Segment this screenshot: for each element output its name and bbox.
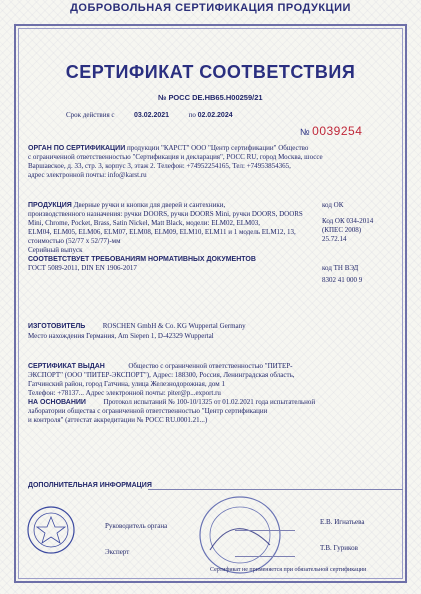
product-line: Серийный выпуск <box>28 246 83 254</box>
product-line: производственного назначения: ручки DOORS, ручки DOORS Mini, ручки DOORS, DOORS <box>28 210 303 218</box>
issued-line: Гатчинский район, город Гатчина, улица Железнодорожная, дом 1 <box>28 380 225 388</box>
basis-line: лаборатории общества с ограниченной ответственностью "Центр сертификации <box>28 407 268 415</box>
basis-line: Протокол испытаний № 100-10/1325 от 01.02.2021 года испытательной <box>103 398 316 406</box>
manufacturer-address: Место нахождения Германия, Am Siepen 1, D-42329 Wuppertal <box>28 332 214 340</box>
extra-info-label: ДОПОЛНИТЕЛЬНАЯ ИНФОРМАЦИЯ <box>28 482 152 489</box>
code-line: 25.72.14 <box>322 235 347 243</box>
organ-label: ОРГАН ПО СЕРТИФИКАЦИИ <box>28 145 126 152</box>
issued-line: ЭКСПОРТ" (ООО "ПИТЕР-ЭКСПОРТ"), Адрес: 188300, Россия, Ленинградская область, <box>28 371 295 379</box>
serial-prefix: № <box>300 127 311 137</box>
expert-signature-line <box>235 556 295 557</box>
expert-label: Эксперт <box>105 548 130 556</box>
basis-label: НА ОСНОВАНИИ <box>28 399 86 406</box>
organ-line: Варшавское, д. 33, стр. 3, корпус 3, этаж 2. Телефон: +74952254165, Тел: +74953854365, <box>28 162 291 170</box>
basis-line: и контроля" (аттестат аккредитации № РОСС RU.0001.21...) <box>28 416 208 424</box>
authority-emblem-icon <box>26 505 76 555</box>
valid-from: 03.02.2021 <box>134 112 170 119</box>
product-line: ELM04, ELM05, ELM06, ELM07, ELM08, ELM09, ELM10, ELM11 и 1 модель ELM12, 13, <box>28 228 296 236</box>
validity-row <box>66 111 233 120</box>
validity-mid: по <box>188 111 196 119</box>
code-line: (КПЕС 2008) <box>322 226 362 234</box>
issued-text: Общество с ограниченной ответственностью "ПИТЕР- <box>128 362 293 370</box>
validity-prefix: Срок действия с <box>66 111 115 119</box>
head-signature-line <box>235 530 295 531</box>
product-label: ПРОДУКЦИЯ <box>28 202 72 209</box>
serial-digits: 0039254 <box>312 124 363 138</box>
header-banner: ДОБРОВОЛЬНАЯ СЕРТИФИКАЦИЯ ПРОДУКЦИИ <box>70 2 351 14</box>
codes-label: код ОК <box>322 201 344 209</box>
head-name: Е.В. Игнатьева <box>320 518 365 526</box>
footer-note: Сертификат не применяется при обязательной сертификации <box>210 567 367 573</box>
product-row <box>28 201 225 210</box>
expert-name: Т.В. Гуриков <box>320 544 358 552</box>
organ-row <box>28 144 308 153</box>
basis-row <box>28 398 315 407</box>
standard-label: СООТВЕТСТВУЕТ ТРЕБОВАНИЯМ НОРМАТИВНЫХ ДОКУМЕНТОВ <box>28 256 256 263</box>
product-line: стоимостью (52/77 x 52/77)-мм <box>28 237 121 245</box>
issued-line: Телефон: +78137... Адрес электронной почты: piter@p...export.ru <box>28 389 221 397</box>
tnved-label: код ТН ВЭД <box>322 264 359 272</box>
manufacturer-row <box>28 322 246 331</box>
serial-number <box>300 124 362 138</box>
manufacturer-label: ИЗГОТОВИТЕЛЬ <box>28 323 86 330</box>
issued-row <box>28 362 293 371</box>
product-text: Дверные ручки и кнопки для дверей и сантехники, <box>73 201 226 209</box>
organ-line: с ограниченной ответственностью "Сертификация и декларация", РОСС RU, город Москва, шоссе <box>28 153 323 161</box>
certificate-title: СЕРТИФИКАТ СООТВЕТСТВИЯ <box>65 62 356 82</box>
organ-text: продукции "КАРСТ" ООО "Центр сертификации" Общество <box>126 144 309 152</box>
issued-label: СЕРТИФИКАТ ВЫДАН <box>28 363 105 370</box>
head-label: Руководитель органа <box>105 522 168 530</box>
manufacturer-text: ROSCHEN GmbH & Co. KG Wuppertal Germany <box>102 322 246 330</box>
organ-line: адрес электронной почты: info@karst.ru <box>28 171 147 179</box>
registration-number: № РОСС DE.HB65.H00259/21 <box>158 93 263 102</box>
valid-to: 02.02.2024 <box>197 112 233 119</box>
product-line: Mini, Chrome, Pocket, Brass, Satin Nickel, Matt Black, модели: ELM02, ELM03, <box>28 219 261 227</box>
tnved-code: 8302 41 000 9 <box>322 276 363 284</box>
code-line: Код ОК 034-2014 <box>322 217 374 225</box>
standard-text: ГОСТ 5089-2011, DIN EN 1906-2017 <box>28 264 137 272</box>
